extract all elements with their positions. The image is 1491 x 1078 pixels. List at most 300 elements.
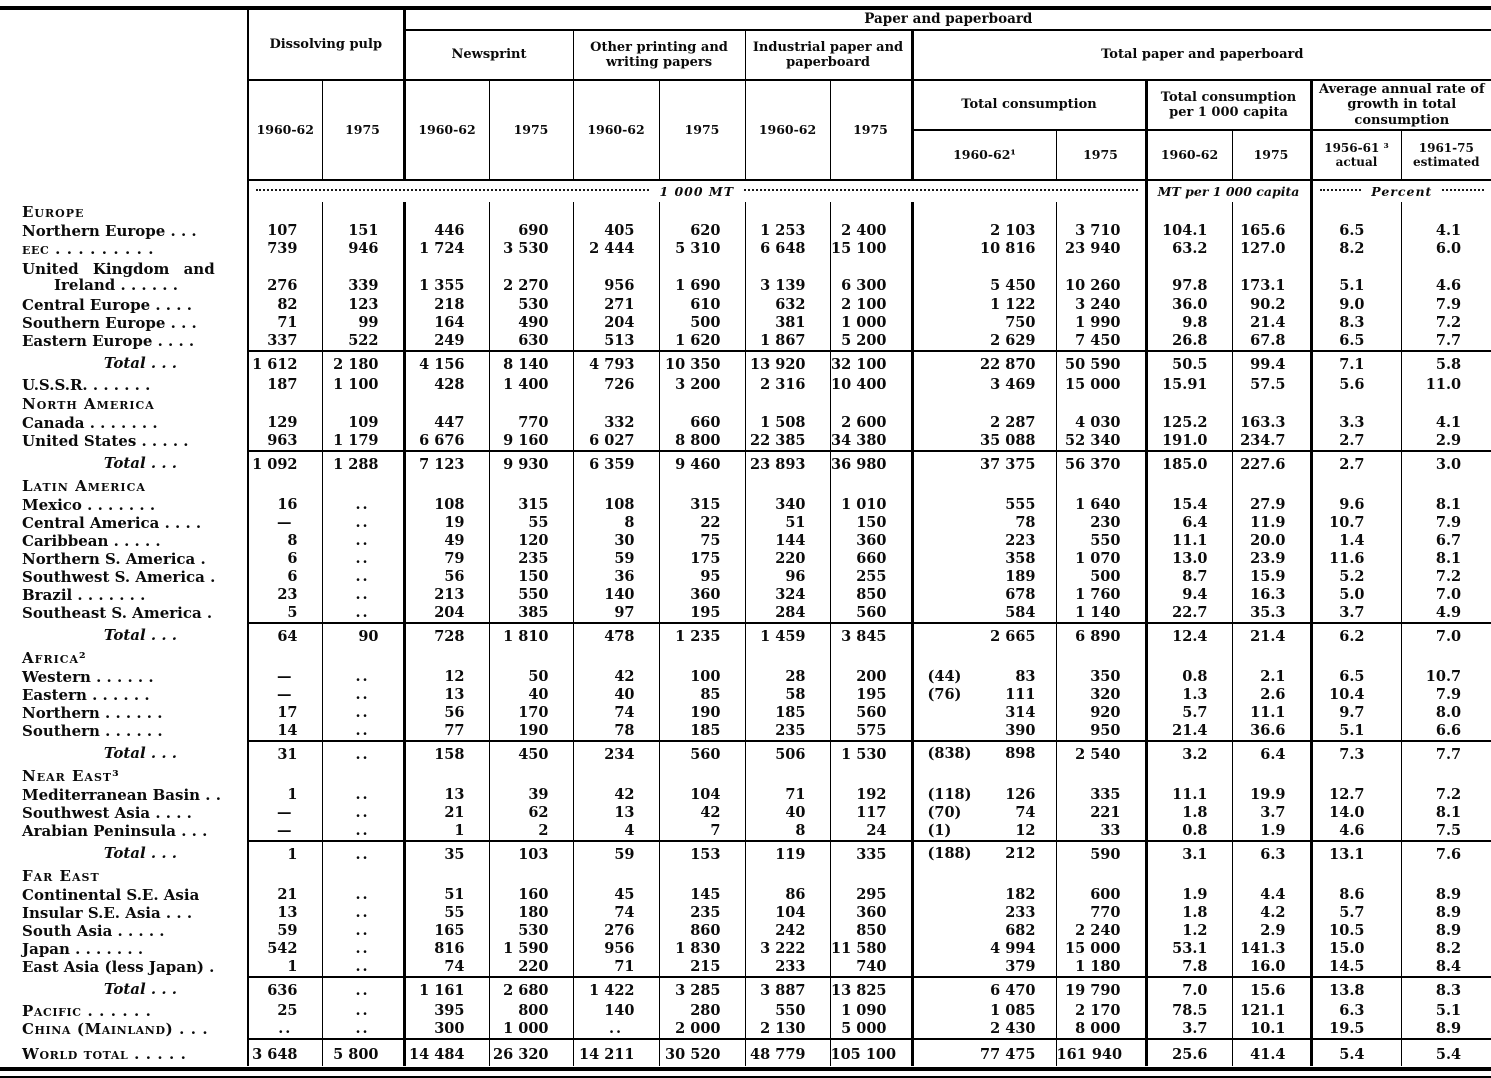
data-cell: 75 [659,532,745,550]
section-header-row [0,648,1491,668]
data-cell: .. [322,786,404,804]
data-cell: 1.2 [1146,922,1232,940]
data-cell: 1.4 [1311,532,1401,550]
data-cell: 200 [830,668,912,686]
data-cell: 1 [248,841,322,866]
data-cell [1401,766,1491,786]
data-cell: 2.6 [1232,686,1311,704]
data-cell: 195 [830,686,912,704]
data-row [0,804,1491,822]
data-cell: 8.2 [1401,940,1491,958]
data-cell: 678 [912,586,1056,604]
data-cell: 620 [659,222,745,240]
data-cell: 7 123 [404,451,489,476]
paren-value: (70) [927,804,962,822]
data-cell: 320 [1056,686,1146,704]
data-cell: 42 [573,668,659,686]
data-cell: 500 [1056,568,1146,586]
data-cell: 3 240 [1056,296,1146,314]
data-cell: 550 [745,1002,830,1020]
cell-value: 111 [1005,686,1036,704]
data-cell: 340 [745,496,830,514]
data-cell [489,648,573,668]
data-cell: 163.3 [1232,414,1311,432]
data-cell: 6.5 [1311,668,1401,686]
data-cell: 5.0 [1311,586,1401,604]
data-cell: 8 140 [489,351,573,376]
data-cell: 12.7 [1311,786,1401,804]
data-cell: 385 [489,604,573,623]
data-cell [659,202,745,222]
data-cell: 4 [573,822,659,841]
total-row [0,451,1491,476]
row-label: Total . . . [103,454,177,473]
data-cell: 221 [1056,804,1146,822]
data-cell: 120 [489,532,573,550]
data-cell: 5.1 [1311,722,1401,741]
data-cell: 19 [404,514,489,532]
data-cell: 104.1 [1146,222,1232,240]
data-cell [1232,766,1311,786]
total-row [0,841,1491,866]
year-header-newsprint-1975: 1975 [489,80,573,180]
data-cell: 1 085 [912,1002,1056,1020]
data-cell: 50 [489,668,573,686]
data-cell: 21 [248,886,322,904]
data-cell: 175 [659,550,745,568]
dotted-leader [1442,188,1484,191]
data-cell [659,476,745,496]
data-cell: 213 [404,586,489,604]
data-cell: 2 540 [1056,741,1146,766]
data-cell: 2.9 [1232,922,1311,940]
growth-estimated-caption: estimated [1413,154,1480,169]
data-cell: 52 340 [1056,432,1146,451]
data-cell: 5 450 [912,258,1056,296]
data-cell [830,648,912,668]
data-cell: 4.9 [1401,604,1491,623]
data-row [0,296,1491,314]
data-cell: 170 [489,704,573,722]
data-cell: .. [322,496,404,514]
data-cell: 215 [659,958,745,977]
data-cell: 7.7 [1401,332,1491,351]
year-header-total-consumption-1960-62: 1960-62¹ [912,130,1056,180]
data-cell: 360 [830,904,912,922]
data-cell: 182 [912,886,1056,904]
data-cell: 1 000 [489,1020,573,1039]
total-row [0,977,1491,1002]
data-cell: 10.7 [1401,668,1491,686]
data-cell: 7 450 [1056,332,1146,351]
data-cell: 381 [745,314,830,332]
data-cell: .. [322,922,404,940]
data-cell [489,766,573,786]
data-cell: 1 090 [830,1002,912,1020]
year-header-other-1975: 1975 [659,80,745,180]
data-cell: 42 [659,804,745,822]
data-cell [573,202,659,222]
data-cell: 1 612 [248,351,322,376]
data-cell: 550 [489,586,573,604]
data-cell: 850 [830,586,912,604]
data-cell: 10 350 [659,351,745,376]
data-cell: 726 [573,376,659,394]
data-cell: 140 [573,586,659,604]
data-cell: 8 800 [659,432,745,451]
units-percent [1311,180,1491,202]
data-cell: 630 [489,332,573,351]
data-cell: 7.9 [1401,296,1491,314]
data-cell: 56 370 [1056,451,1146,476]
data-cell: 12 [404,668,489,686]
data-cell: 6.3 [1311,1002,1401,1020]
paren-value: (44) [927,668,962,686]
data-cell [404,394,489,414]
data-cell: 1.8 [1146,804,1232,822]
data-row [0,514,1491,532]
data-row [0,668,1491,686]
data-cell: 23 893 [745,451,830,476]
data-cell: 190 [489,722,573,741]
data-row [0,222,1491,240]
data-cell: 6.3 [1232,841,1311,866]
data-cell: 48 779 [745,1039,830,1066]
data-cell [830,394,912,414]
data-cell: 10.5 [1311,922,1401,940]
row-label: South Asia . . . . . [22,921,165,940]
data-cell: 816 [404,940,489,958]
data-row [0,376,1491,394]
data-cell: 6 027 [573,432,659,451]
data-cell: 35.3 [1232,604,1311,623]
data-cell: 9 460 [659,451,745,476]
data-cell: 15.9 [1232,568,1311,586]
year-header-per-capita-1975: 1975 [1232,130,1311,180]
data-cell: 235 [659,904,745,922]
data-cell: 7.0 [1146,977,1232,1002]
data-cell: 3 139 [745,258,830,296]
data-cell: 1 760 [1056,586,1146,604]
data-cell: 189 [912,568,1056,586]
data-cell: 522 [322,332,404,351]
data-cell: .. [322,904,404,922]
data-cell: 428 [404,376,489,394]
data-cell: 49 [404,532,489,550]
growth-estimated-years: 1961-75 [1418,140,1474,155]
data-cell: 42 [573,786,659,804]
data-cell: 8.0 [1401,704,1491,722]
data-cell: 16.3 [1232,586,1311,604]
data-cell: 90.2 [1232,296,1311,314]
data-cell: 123 [322,296,404,314]
data-cell: .. [322,722,404,741]
data-cell: 15 100 [830,240,912,258]
data-cell [1056,476,1146,496]
data-cell: .. [322,841,404,866]
data-cell [404,476,489,496]
column-banner-paper-and-paperboard: Paper and paperboard [404,8,1491,30]
data-cell: 15.4 [1146,496,1232,514]
data-cell [489,476,573,496]
data-cell: .. [322,532,404,550]
paren-value: (188) [927,845,972,863]
data-cell: 2 [489,822,573,841]
data-cell: 4.1 [1401,222,1491,240]
data-cell: 104 [745,904,830,922]
data-cell: 22 [659,514,745,532]
column-group-newsprint: Newsprint [404,30,573,80]
data-cell: 1 422 [573,977,659,1002]
data-cell: 6 359 [573,451,659,476]
data-cell: 3 200 [659,376,745,394]
data-cell: 63.2 [1146,240,1232,258]
data-cell [745,648,830,668]
data-cell [1401,476,1491,496]
data-cell: 235 [745,722,830,741]
data-cell: 5 200 [830,332,912,351]
subgroup-growth-rate: Average annual rate of growth in total consumption [1311,80,1491,130]
table-header [0,8,1491,202]
data-cell [745,202,830,222]
data-cell: 4 156 [404,351,489,376]
data-cell: 11.1 [1232,704,1311,722]
data-cell: 227.6 [1232,451,1311,476]
data-cell [248,394,322,414]
data-cell [1056,202,1146,222]
data-cell: 550 [1056,532,1146,550]
data-cell: 395 [404,1002,489,1020]
cell-value: 83 [1015,668,1036,686]
data-cell: 31 [248,741,322,766]
data-cell: 19 790 [1056,977,1146,1002]
data-row [0,1020,1491,1039]
data-cell [322,202,404,222]
year-header-other-1960-62: 1960-62 [573,80,659,180]
data-cell [745,394,830,414]
data-cell: 332 [573,414,659,432]
data-cell: 6 470 [912,977,1056,1002]
data-cell: 1 830 [659,940,745,958]
data-cell: 7.0 [1401,586,1491,604]
data-cell: 14 484 [404,1039,489,1066]
row-label: Northern Europe . . . [22,221,197,240]
row-label: Southern Europe . . . [22,313,197,332]
data-cell [248,648,322,668]
data-cell: 7.9 [1401,686,1491,704]
data-cell: 3 648 [248,1039,322,1066]
data-cell: 690 [489,222,573,240]
dotted-leader [256,188,649,191]
data-cell: 0.8 [1146,822,1232,841]
data-cell: 121.1 [1232,1002,1311,1020]
data-cell: 11.0 [1401,376,1491,394]
data-cell: 14 [248,722,322,741]
data-row [0,604,1491,623]
data-cell: 67.8 [1232,332,1311,351]
data-cell: .. [322,586,404,604]
data-cell: 28 [745,668,830,686]
paren-value: (76) [927,686,962,704]
data-cell: 233 [745,958,830,977]
data-cell: 51 [745,514,830,532]
data-cell: 13 [404,786,489,804]
data-cell: 1 000 [830,314,912,332]
data-cell: 11.6 [1311,550,1401,568]
data-cell: 71 [248,314,322,332]
data-cell [573,648,659,668]
data-row [0,550,1491,568]
row-label: Far East [22,866,100,885]
data-cell [1232,648,1311,668]
section-header-row [0,476,1491,496]
data-cell: 956 [573,940,659,958]
data-cell: 1 640 [1056,496,1146,514]
data-cell: 99.4 [1232,351,1311,376]
data-cell: 860 [659,922,745,940]
data-cell: .. [322,940,404,958]
data-cell: 8.2 [1311,240,1401,258]
data-cell [912,741,1056,766]
data-cell: 119 [745,841,830,866]
data-cell: 56 [404,568,489,586]
data-cell [912,648,1056,668]
row-label: North America [22,394,155,413]
data-cell: 16 [248,496,322,514]
data-cell [489,866,573,886]
data-cell: 220 [745,550,830,568]
data-cell: 145 [659,886,745,904]
data-cell [1146,476,1232,496]
year-header-total-consumption-1975: 1975 [1056,130,1146,180]
data-cell [248,476,322,496]
data-cell: 1 140 [1056,604,1146,623]
data-cell [1311,766,1401,786]
data-cell: 7 [659,822,745,841]
data-cell: 6.5 [1311,222,1401,240]
data-cell: 5.8 [1401,351,1491,376]
data-cell: 2 270 [489,258,573,296]
data-cell: 542 [248,940,322,958]
data-cell: .. [322,686,404,704]
data-cell: 21.4 [1232,623,1311,648]
data-cell: 360 [659,586,745,604]
data-cell: 506 [745,741,830,766]
data-cell: 64 [248,623,322,648]
data-cell: .. [322,550,404,568]
data-cell: 6.5 [1311,332,1401,351]
row-label: Western . . . . . . [22,667,154,686]
data-cell [1232,866,1311,886]
data-cell: 513 [573,332,659,351]
data-cell: 315 [659,496,745,514]
data-cell [1056,866,1146,886]
data-cell: 560 [830,704,912,722]
data-cell: 530 [489,922,573,940]
data-cell: 0.8 [1146,668,1232,686]
data-cell: 8.1 [1401,496,1491,514]
data-cell: 450 [489,741,573,766]
data-cell: 530 [489,296,573,314]
data-cell: 335 [1056,786,1146,804]
data-cell: 2 103 [912,222,1056,240]
data-cell [489,202,573,222]
data-cell [1146,394,1232,414]
row-label: Near East³ [22,766,120,785]
data-cell: 100 [659,668,745,686]
data-cell: 13 825 [830,977,912,1002]
data-cell: 7.2 [1401,314,1491,332]
data-cell: 9.7 [1311,704,1401,722]
data-cell: 255 [830,568,912,586]
data-cell: 90 [322,623,404,648]
data-cell [659,866,745,886]
data-cell: .. [322,977,404,1002]
data-row [0,958,1491,977]
data-cell [322,394,404,414]
data-row [0,786,1491,804]
data-row [0,904,1491,922]
data-cell: — [248,668,322,686]
data-cell: 295 [830,886,912,904]
data-cell: 6 [248,568,322,586]
data-cell: 8 [248,532,322,550]
data-row [0,940,1491,958]
data-cell [745,866,830,886]
data-cell: 11.1 [1146,532,1232,550]
data-cell [912,866,1056,886]
data-cell: 728 [404,623,489,648]
row-label: Mediterranean Basin . . [22,785,221,804]
row-label: Southern . . . . . . [22,722,163,741]
data-cell: .. [322,604,404,623]
data-cell: 165 [404,922,489,940]
data-cell: 7.7 [1401,741,1491,766]
data-cell: 11 580 [830,940,912,958]
data-cell [830,202,912,222]
data-cell: 2 100 [830,296,912,314]
data-cell [745,766,830,786]
data-cell: 315 [489,496,573,514]
data-cell: 1 235 [659,623,745,648]
data-cell: 8 000 [1056,1020,1146,1039]
data-cell: 85 [659,686,745,704]
data-cell: 8.6 [1311,886,1401,904]
data-cell: 10 400 [830,376,912,394]
data-cell: 632 [745,296,830,314]
data-cell: 3.1 [1146,841,1232,866]
data-cell: 610 [659,296,745,314]
data-cell: 405 [573,222,659,240]
data-cell: 107 [248,222,322,240]
data-cell: 13 [573,804,659,822]
data-cell: 10 816 [912,240,1056,258]
data-cell: 22.7 [1146,604,1232,623]
column-group-total-paper: Total paper and paperboard [912,30,1491,80]
data-cell: 1 810 [489,623,573,648]
data-cell: 15 000 [1056,940,1146,958]
data-cell: 850 [830,922,912,940]
row-label: Total . . . [103,844,177,863]
data-cell: 35 [404,841,489,866]
total-row [0,741,1491,766]
data-cell: 8.9 [1401,922,1491,940]
section-header-row [0,202,1491,222]
data-cell: 682 [912,922,1056,940]
data-cell: 1.3 [1146,686,1232,704]
data-cell: 379 [912,958,1056,977]
data-cell: 13.8 [1311,977,1401,1002]
